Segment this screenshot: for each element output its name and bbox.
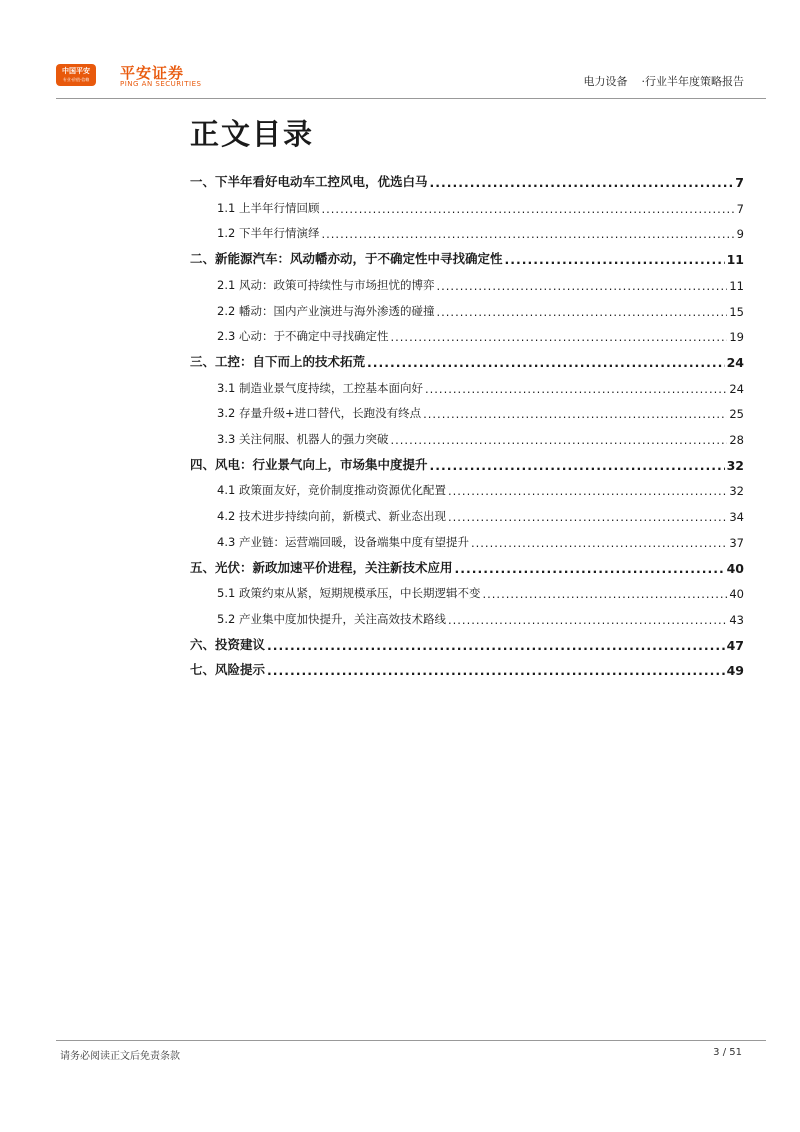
toc-section-entry[interactable] <box>217 399 744 421</box>
toc-entry-title: 4.1 政策面友好，竞价制度推动资源优化配置 <box>217 483 446 498</box>
toc-section-entry[interactable] <box>217 425 744 447</box>
category-label: 电力设备 <box>583 75 628 88</box>
toc-page-number: 32 <box>726 457 744 473</box>
toc-entry-title: 2.1 风动：政策可持续性与市场担忧的博弈 <box>217 277 435 292</box>
toc-chapter-entry[interactable] <box>190 554 744 576</box>
toc-section-entry[interactable] <box>217 297 744 319</box>
report-category <box>584 73 745 89</box>
toc-section-entry[interactable] <box>217 579 744 601</box>
toc-dot-leader <box>321 202 734 216</box>
toc-section-entry[interactable] <box>217 476 744 498</box>
toc-section-entry[interactable] <box>217 271 744 293</box>
toc-page-number: 34 <box>729 510 744 525</box>
toc-page-number: 25 <box>729 407 744 422</box>
page-title: 正文目录 <box>190 117 315 151</box>
toc-section-entry[interactable] <box>217 322 744 344</box>
toc-entry-title: 2.2 幡动：国内产业演进与海外渗透的碰撞 <box>217 303 435 318</box>
toc-dot-leader <box>267 663 725 678</box>
toc-dot-leader <box>423 407 727 421</box>
toc-section-entry[interactable] <box>217 605 744 627</box>
logo-badge-bottom: 专业·价值·信赖 <box>62 77 90 82</box>
toc-dot-leader <box>321 227 734 241</box>
toc-dot-leader <box>505 252 725 267</box>
toc-dot-leader <box>448 484 727 498</box>
toc-dot-leader <box>436 279 727 293</box>
toc-entry-title: 三、工控：自下而上的技术拓荒 <box>190 353 366 369</box>
toc-dot-leader <box>448 510 727 524</box>
toc-dot-leader <box>471 536 727 550</box>
toc-dot-leader <box>436 305 727 319</box>
brand-name-cn: 平安证券 <box>120 64 185 82</box>
toc-section-entry[interactable] <box>217 374 744 396</box>
toc-section-entry[interactable] <box>217 528 744 550</box>
toc-page-number: 32 <box>729 484 744 499</box>
toc-dot-leader <box>367 355 725 370</box>
toc-entry-title: 3.3 关注伺服、机器人的强力突破 <box>217 432 389 446</box>
toc-entry-title: 四、风电：行业景气向上，市场集中度提升 <box>190 456 428 472</box>
toc-section-entry[interactable] <box>217 219 744 241</box>
toc-entry-title: 六、投资建议 <box>190 636 266 652</box>
toc-dot-leader <box>448 613 727 627</box>
toc-entry-title: 4.3 产业链：运营端回暖，设备端集中度有望提升 <box>217 534 469 549</box>
toc-chapter-entry[interactable] <box>190 631 744 653</box>
page-header <box>0 0 800 100</box>
toc-page-number: 24 <box>729 381 744 396</box>
toc-entry-title: 5.1 政策约束从紧，短期规模承压，中长期逻辑不变 <box>217 586 481 601</box>
toc-entry-title: 5.2 产业集中度加快提升，关注高效技术路线 <box>217 611 446 626</box>
toc-chapter-entry[interactable] <box>190 245 744 267</box>
toc-dot-leader <box>425 382 727 396</box>
toc-page-number: 40 <box>726 560 744 576</box>
toc-entry-title: 1.1 上半年行情回顾 <box>217 200 320 215</box>
toc-page-number: 19 <box>729 330 744 345</box>
toc-page-number: 7 <box>735 175 744 190</box>
toc-chapter-entry[interactable] <box>190 348 744 370</box>
toc-dot-leader <box>390 330 727 344</box>
toc-dot-leader <box>455 561 725 576</box>
toc-chapter-entry[interactable] <box>190 451 744 473</box>
toc-page-number: 24 <box>726 354 744 370</box>
logo-badge-top: 中国平安 <box>62 67 90 75</box>
toc-dot-leader <box>430 175 734 190</box>
toc-section-entry[interactable] <box>217 194 744 216</box>
toc-page-number: 11 <box>729 278 744 293</box>
brand-name-en: PING AN SECURITIES <box>120 80 202 88</box>
toc-entry-title: 4.2 技术进步持续向前，新模式、新业态出现 <box>217 509 446 524</box>
toc-page-number: 28 <box>729 433 744 447</box>
toc-entry-title: 五、光伏：新政加速平价进程，关注新技术应用 <box>190 559 453 575</box>
toc-page-number: 15 <box>729 304 744 319</box>
toc-chapter-entry[interactable] <box>190 168 744 190</box>
toc-entry-title: 七、风险提示 <box>190 662 266 678</box>
toc-entry-title: 二、新能源汽车：风动幡亦动，于不确定性中寻找确定性 <box>190 251 503 267</box>
toc-dot-leader <box>482 587 727 601</box>
toc-dot-leader <box>390 433 727 447</box>
toc-dot-leader <box>267 638 725 653</box>
toc-page-number: 9 <box>736 227 744 242</box>
toc-page-number: 11 <box>726 252 744 268</box>
toc-page-number: 49 <box>726 663 744 679</box>
pingan-logo-badge <box>56 64 96 86</box>
toc-page-number: 40 <box>729 587 744 602</box>
toc-entry-title: 3.2 存量升级+进口替代，长跑没有终点 <box>217 406 422 421</box>
toc-entry-title: 3.1 制造业景气度持续，工控基本面向好 <box>217 380 423 395</box>
page-number: 3 / 51 <box>713 1047 742 1058</box>
toc-entry-title: 2.3 心动：于不确定中寻找确定性 <box>217 329 389 344</box>
toc-page-number: 47 <box>726 637 744 653</box>
footer-disclaimer: 请务必阅读正文后免责条款 <box>60 1051 180 1062</box>
toc-entry-title: 1.2 下半年行情演绎 <box>217 226 320 241</box>
toc-section-entry[interactable] <box>217 502 744 524</box>
toc-dot-leader <box>430 458 725 473</box>
footer-divider <box>56 1040 766 1041</box>
toc-chapter-entry[interactable] <box>190 656 744 678</box>
toc-page-number: 43 <box>729 612 744 627</box>
toc-page-number: 37 <box>729 535 744 550</box>
report-type-label: ·行业半年度策略报告 <box>641 75 744 88</box>
toc-page-number: 7 <box>736 201 744 216</box>
header-divider <box>56 98 766 99</box>
toc-entry-title: 一、下半年看好电动车工控风电，优选白马 <box>190 174 428 189</box>
